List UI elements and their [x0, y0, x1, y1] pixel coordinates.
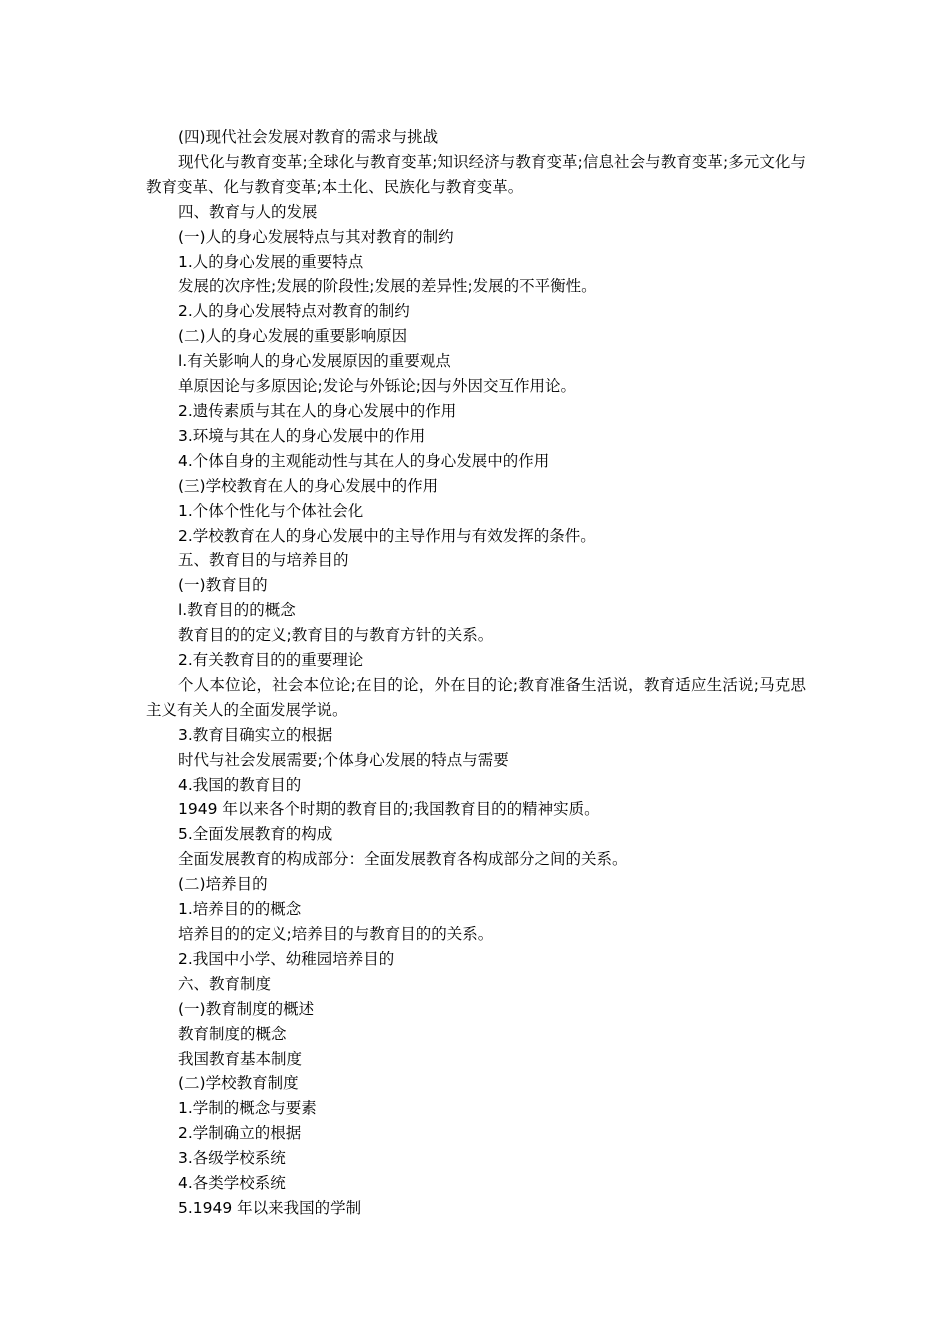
chapter-heading: 五、教育目的与培养目的 [178, 551, 349, 570]
section-heading: (二)培养目的 [178, 875, 268, 894]
item-heading: 5.全面发展教育的构成 [178, 825, 333, 844]
item-heading: 2.人的身心发展特点对教育的制约 [178, 302, 410, 321]
paragraph: 我国教育基本制度 [178, 1049, 303, 1068]
item-heading: l.教育目的的概念 [178, 601, 296, 620]
item-heading: 1.培养目的的概念 [178, 900, 302, 919]
paragraph: 全面发展教育的构成部分：全面发展教育各构成部分之间的关系。 [178, 850, 628, 869]
item-heading: l.有关影响人的身心发展原因的重要观点 [178, 352, 451, 371]
chapter-heading: 四、教育与人的发展 [178, 202, 318, 221]
paragraph: 发展的次序性;发展的阶段性;发展的差异性;发展的不平衡性。 [178, 277, 597, 296]
item-heading: 3.教育目确实立的根据 [178, 725, 333, 744]
item-heading: 1.学制的概念与要素 [178, 1099, 317, 1118]
item-heading: 4.我国的教育目的 [178, 775, 302, 794]
section-heading: (四)现代社会发展对教育的需求与挑战 [178, 128, 439, 146]
item-heading: 1.人的身心发展的重要特点 [178, 252, 364, 271]
section-heading: (二)学校教育制度 [178, 1074, 299, 1093]
paragraph: 个人本位论，社会本位论;在目的论，外在目的论;教育准备生活说，教育适应生活说;马克思主义有关人的全面发展学说。 [146, 675, 806, 719]
paragraph: 教育目的的定义;教育目的与教育方针的关系。 [178, 626, 494, 645]
item-heading: 5.1949 年以来我国的学制 [178, 1198, 362, 1217]
paragraph: 现代化与教育变革;全球化与教育变革;知识经济与教育变革;信息社会与教育变革;多元文化与教育变革、化与教育变革;本土化、民族化与教育变革。 [146, 152, 806, 196]
paragraph: 时代与社会发展需要;个体身心发展的特点与需要 [178, 750, 509, 769]
section-heading: (一)人的身心发展特点与其对教育的制约 [178, 227, 454, 246]
section-heading: (二)人的身心发展的重要影响原因 [178, 327, 408, 346]
item-heading: 3.环境与其在人的身心发展中的作用 [178, 426, 426, 445]
paragraph: 培养目的的定义;培养目的与教育目的的关系。 [178, 925, 494, 943]
chapter-heading: 六、教育制度 [178, 974, 272, 993]
item-heading: 2.学制确立的根据 [178, 1124, 302, 1143]
item-heading: 4.各类学校系统 [178, 1174, 286, 1193]
item-heading: 1.个体个性化与个体社会化 [178, 501, 364, 520]
paragraph: 教育制度的概念 [178, 1024, 287, 1043]
item-heading: 2.遗传素质与其在人的身心发展中的作用 [178, 401, 457, 420]
item-heading: 4.个体自身的主观能动性与其在人的身心发展中的作用 [178, 451, 550, 470]
item-heading: 2.学校教育在人的身心发展中的主导作用与有效发挥的条件。 [178, 526, 596, 545]
section-heading: (一)教育目的 [178, 576, 268, 595]
section-heading: (一)教育制度的概述 [178, 999, 315, 1018]
section-heading: (三)学校教育在人的身心发展中的作用 [178, 476, 439, 495]
paragraph: 单原因论与多原因论;发论与外铄论;因与外因交互作用论。 [178, 377, 576, 396]
paragraph: 1949 年以来各个时期的教育目的;我国教育目的的精神实质。 [178, 800, 600, 819]
item-heading: 3.各级学校系统 [178, 1149, 286, 1168]
item-heading: 2.有关教育目的的重要理论 [178, 651, 364, 670]
item-heading: 2.我国中小学、幼稚园培养目的 [178, 949, 395, 968]
document-body [146, 125, 806, 1221]
